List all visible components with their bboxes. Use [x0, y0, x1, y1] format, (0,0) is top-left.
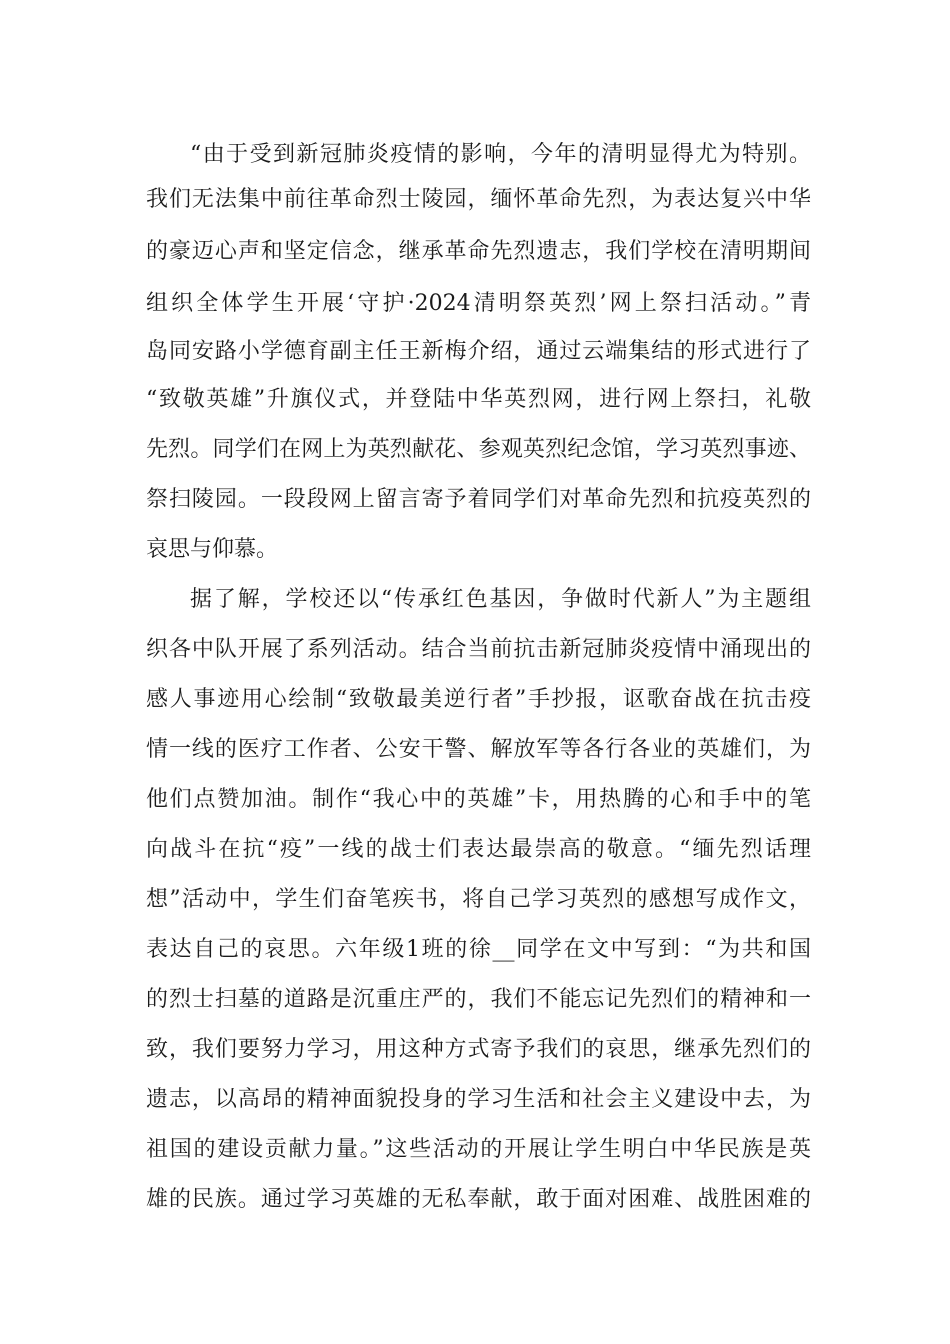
- text-line: 我们无法集中前往革命烈士陵园，缅怀革命先烈，为表达复兴中华: [146, 187, 811, 212]
- text-line: 情一线的医疗工作者、公安干警、解放军等各行各业的英雄们，为: [146, 737, 811, 762]
- text-line: 先烈。同学们在网上为英烈献花、参观英烈纪念馆，学习英烈事迹、: [146, 437, 811, 462]
- text-line: 想”活动中，学生们奋笔疾书，将自己学习英烈的感想写成作文，: [146, 887, 811, 912]
- text-line: “由于受到新冠肺炎疫情的影响，今年的清明显得尤为特别。: [190, 142, 811, 167]
- text-line: 感人事迹用心绘制“致敬最美逆行者”手抄报，讴歌奋战在抗击疫: [146, 687, 811, 712]
- text-line: 表达自己的哀思。六年级1班的徐__同学在文中写到：“为共和国: [146, 937, 811, 962]
- text-line: 他们点赞加油。制作“我心中的英雄”卡，用热腾的心和手中的笔: [146, 787, 811, 812]
- text-line: 遗志，以高昂的精神面貌投身的学习生活和社会主义建设中去，为: [146, 1087, 811, 1112]
- text-line: 哀思与仰慕。: [146, 537, 279, 562]
- text-line: 组织全体学生开展‘守护·2024清明祭英烈’网上祭扫活动。”青: [146, 291, 811, 316]
- text-line: 向战斗在抗“疫”一线的战士们表达最崇高的敬意。“缅先烈话理: [146, 837, 811, 862]
- text-line: “致敬英雄”升旗仪式，并登陆中华英烈网，进行网上祭扫，礼敬: [146, 387, 811, 412]
- text-line: 织各中队开展了系列活动。结合当前抗击新冠肺炎疫情中涌现出的: [146, 637, 811, 662]
- text-line: 致，我们要努力学习，用这种方式寄予我们的哀思，继承先烈们的: [146, 1037, 811, 1062]
- text-line: 雄的民族。通过学习英雄的无私奉献，敢于面对困难、战胜困难的: [146, 1187, 811, 1212]
- text-line: 岛同安路小学德育副主任王新梅介绍，通过云端集结的形式进行了: [146, 339, 811, 364]
- text-line: 据了解，学校还以“传承红色基因，争做时代新人”为主题组: [190, 587, 811, 612]
- text-line: 的烈士扫墓的道路是沉重庄严的，我们不能忘记先烈们的精神和一: [146, 987, 811, 1012]
- text-line: 的豪迈心声和坚定信念，继承革命先烈遗志，我们学校在清明期间: [146, 239, 811, 264]
- text-line: 祭扫陵园。一段段网上留言寄予着同学们对革命先烈和抗疫英烈的: [146, 487, 811, 512]
- text-line: 祖国的建设贡献力量。”这些活动的开展让学生明白中华民族是英: [146, 1137, 811, 1162]
